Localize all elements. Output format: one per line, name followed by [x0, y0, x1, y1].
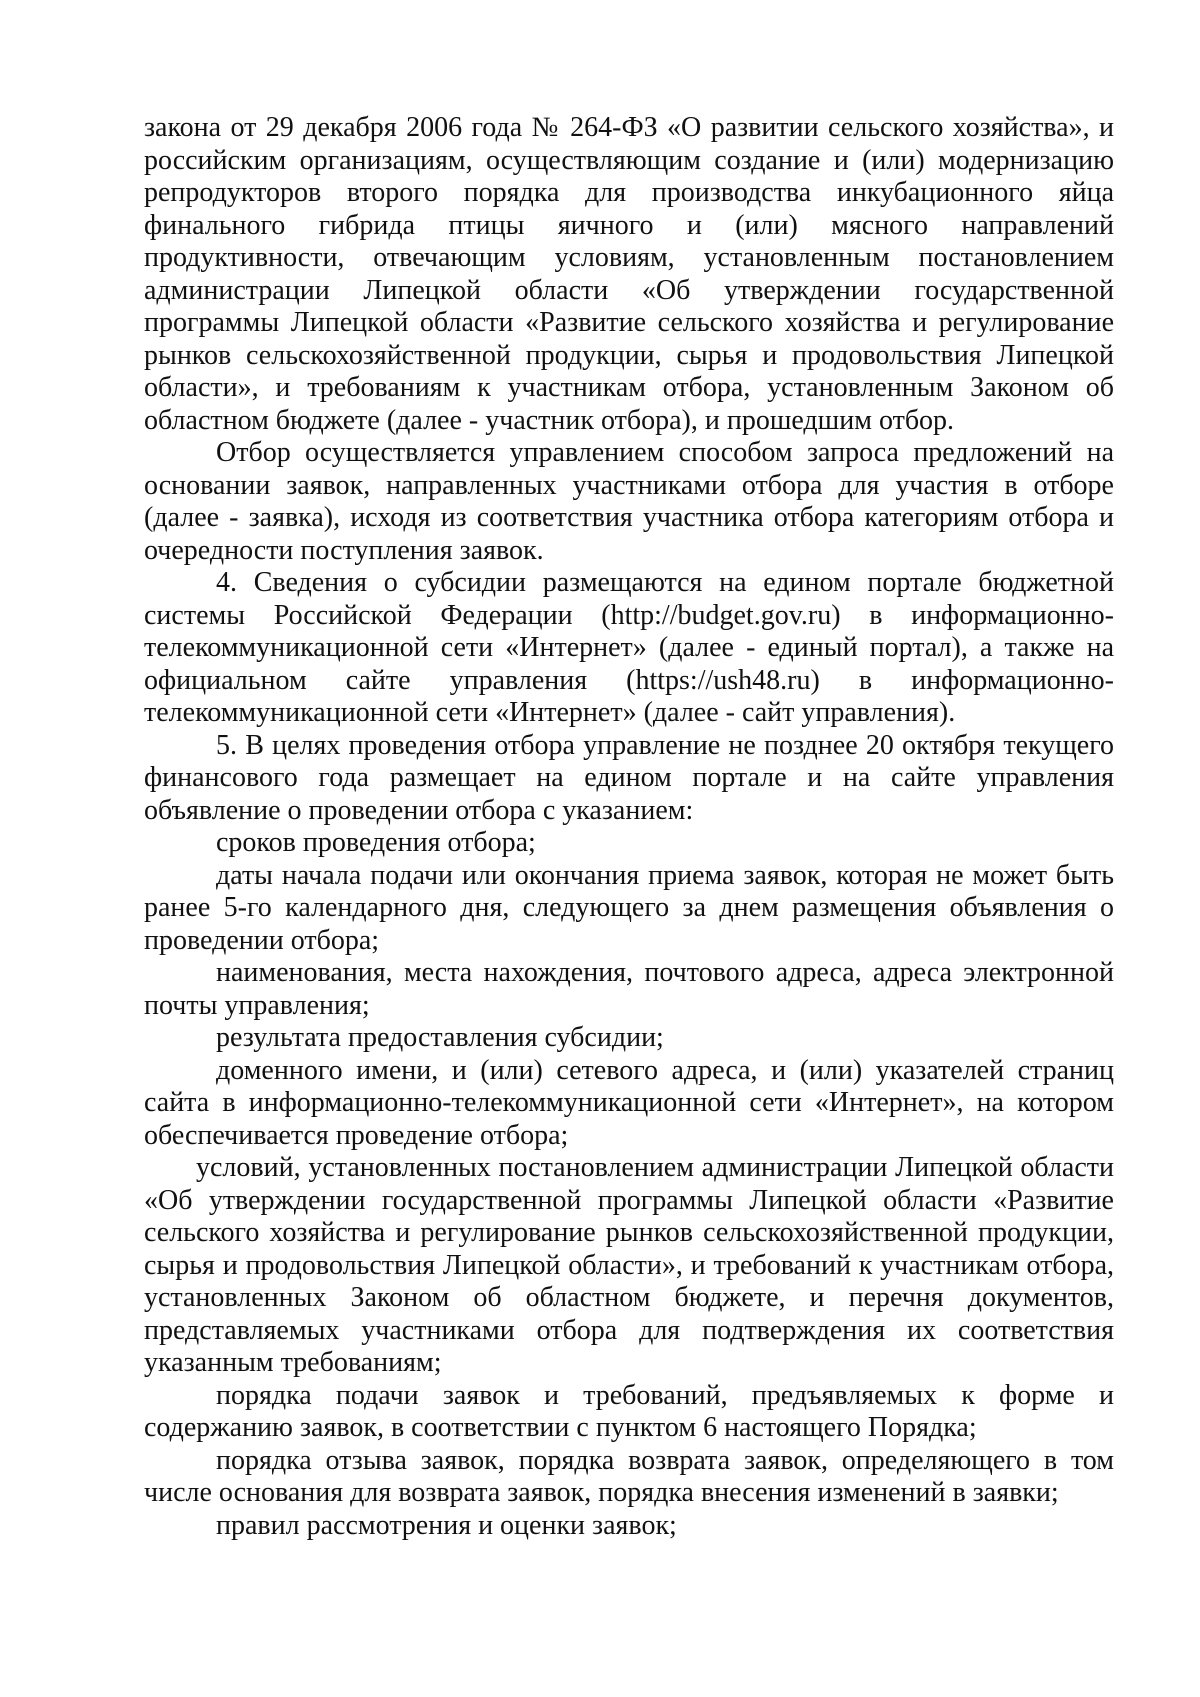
list-item-subsidy-result: результата предоставления субсидии;: [216, 1022, 664, 1053]
paragraph-continuation: закона от 29 декабря 2006 года № 264-ФЗ «О развитии сельского хозяйства», и российским организациям, осуществляющим создание и (или) модернизацию репродукторов второго порядка для производства инкубационного яйца финального гибрида птицы яичного и (или) мясного направлений продуктивности, отвечающим условиям, установленным постановлением администрации Липецкой области «Об утверждении государственной программы Липецкой области «Развитие сельского хозяйства и регулирование рынков сельскохозяйственной продукции, сырья и продовольствия Липецкой области», и требованиям к участникам отбора, установленным Законом об областном бюджете (далее - участник отбора), и прошедшим отбор.: [144, 112, 1114, 436]
paragraph-item-4: 4. Сведения о субсидии размещаются на едином портале бюджетной системы Российской Федерации (http://budget.gov.ru) в информационно-телекоммуникационной сети «Интернет» (далее - единый портал), а также на официальном сайте управления (https://ush48.ru) в информационно-телекоммуникационной сети «Интернет» (далее - сайт управления).: [144, 567, 1114, 728]
list-item-application-dates: даты начала подачи или окончания приема заявок, которая не может быть ранее 5-го календарного дня, следующего за днем размещения объявления о проведении отбора;: [144, 859, 1114, 956]
list-item-conditions: условий, установленных постановлением администрации Липецкой области «Об утверждении государственной программы Липецкой области «Развитие сельского хозяйства и регулирование рынков сельскохозяйственной продукции, сырья и продовольствия Липецкой области», и требований к участникам отбора, установленных Законом об областном бюджете, и перечня документов, представляемых участниками отбора для подтверждения их соответствия указанным требованиям;: [144, 1152, 1114, 1378]
document-body: [144, 112, 1114, 1542]
list-item-selection-dates: сроков проведения отбора;: [216, 827, 536, 858]
list-item-submission-order: порядка подачи заявок и требований, предъявляемых к форме и содержанию заявок, в соответствии с пунктом 6 настоящего Порядка;: [144, 1379, 1114, 1443]
list-item-review-rules: правил рассмотрения и оценки заявок;: [216, 1509, 677, 1541]
list-item-domain-name: доменного имени, и (или) сетевого адреса, и (или) указателей страниц сайта в информационно-телекоммуникационной сети «Интернет», на котором обеспечивается проведение отбора;: [144, 1054, 1114, 1151]
list-item-withdrawal-order: порядка отзыва заявок, порядка возврата заявок, определяющего в том числе основания для возврата заявок, порядка внесения изменений в заявки;: [144, 1444, 1114, 1508]
list-item-contacts: наименования, места нахождения, почтового адреса, адреса электронной почты управления;: [144, 957, 1114, 1021]
paragraph-selection-method: Отбор осуществляется управлением способом запроса предложений на основании заявок, направленных участниками отбора для участия в отборе (далее - заявка), исходя из соответствия участника отбора категориям отбора и очередности поступления заявок.: [144, 437, 1114, 566]
paragraph-item-5: 5. В целях проведения отбора управление не позднее 20 октября текущего финансового года размещает на едином портале и на сайте управления объявление о проведении отбора с указанием:: [144, 729, 1114, 826]
